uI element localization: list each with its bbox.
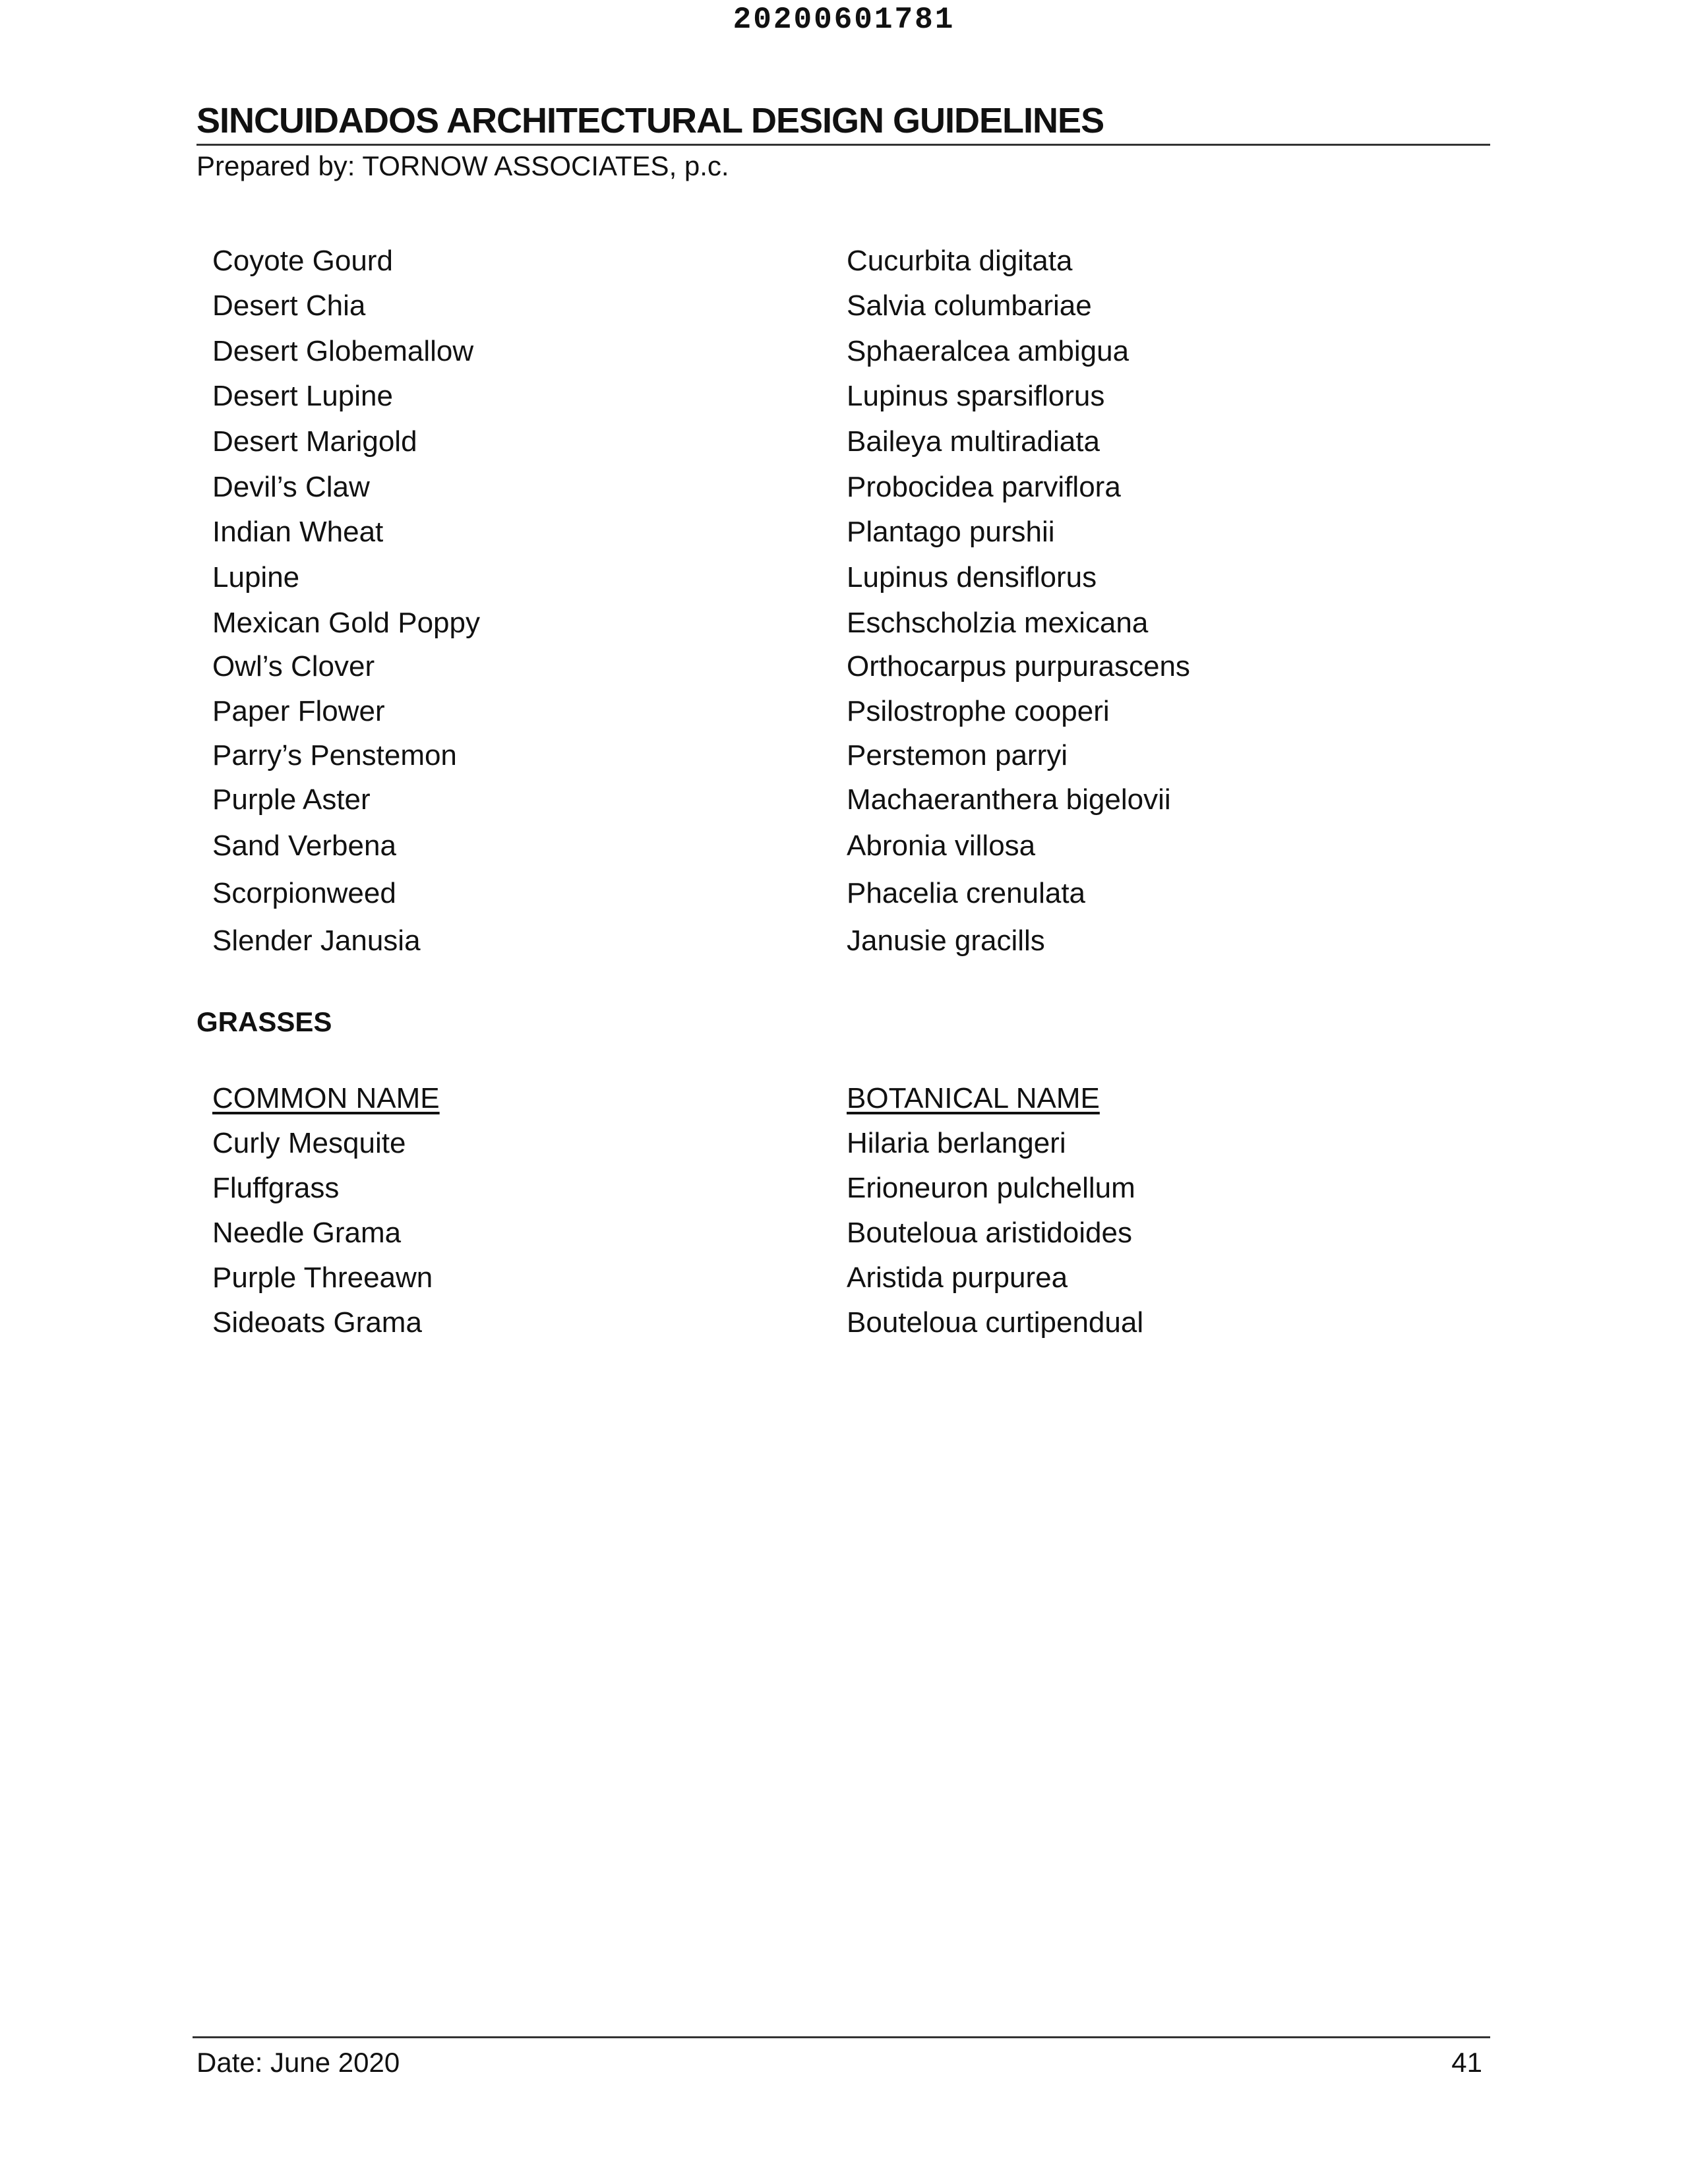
botanical-name: Plantago purshii	[847, 516, 1055, 548]
common-name: Devil’s Claw	[212, 471, 370, 503]
common-name: Slender Janusia	[212, 925, 421, 957]
common-name: Desert Marigold	[212, 425, 417, 458]
botanical-name: Eschscholzia mexicana	[847, 607, 1149, 639]
common-name: Curly Mesquite	[212, 1127, 406, 1159]
common-name: Parry’s Penstemon	[212, 739, 457, 772]
botanical-name: Baileya multiradiata	[847, 425, 1100, 458]
common-name: Desert Globemallow	[212, 335, 474, 367]
common-name: Indian Wheat	[212, 516, 384, 548]
botanical-name: Lupinus sparsiflorus	[847, 380, 1105, 412]
common-name: Mexican Gold Poppy	[212, 607, 480, 639]
botanical-name: Aristida purpurea	[847, 1261, 1068, 1294]
common-name: Fluffgrass	[212, 1172, 340, 1204]
botanical-name: Probocidea parviflora	[847, 471, 1121, 503]
document-number: 20200601781	[733, 3, 955, 37]
common-name: Owl’s Clover	[212, 650, 375, 682]
page-footer	[193, 2036, 1490, 2084]
botanical-name: Bouteloua curtipendual	[847, 1306, 1144, 1339]
grasses-heading: GRASSES	[196, 1006, 332, 1037]
common-name: Scorpionweed	[212, 877, 396, 909]
botanical-name: Hilaria berlangeri	[847, 1127, 1066, 1159]
botanical-name: Erioneuron pulchellum	[847, 1172, 1135, 1204]
common-name: Purple Aster	[212, 783, 371, 816]
botanical-name: Janusie gracills	[847, 925, 1045, 957]
botanical-name: Phacelia crenulata	[847, 877, 1086, 909]
page-title: SINCUIDADOS ARCHITECTURAL DESIGN GUIDELINES	[196, 99, 1490, 146]
botanical-name: Machaeranthera bigelovii	[847, 783, 1171, 816]
common-name: Desert Chia	[212, 289, 366, 322]
botanical-name: Abronia villosa	[847, 830, 1036, 862]
common-name: Paper Flower	[212, 695, 385, 727]
botanical-name: Bouteloua aristidoides	[847, 1217, 1132, 1249]
common-name-header: COMMON NAME	[212, 1082, 440, 1114]
prepared-by-line: Prepared by: TORNOW ASSOCIATES, p.c.	[196, 150, 729, 181]
botanical-name: Salvia columbariae	[847, 289, 1092, 322]
page-header	[196, 99, 1490, 185]
common-name: Coyote Gourd	[212, 245, 393, 277]
common-name: Sand Verbena	[212, 830, 396, 862]
botanical-name: Orthocarpus purpurascens	[847, 650, 1190, 682]
botanical-name: Perstemon parryi	[847, 739, 1068, 772]
common-name: Sideoats Grama	[212, 1306, 422, 1339]
botanical-name-header: BOTANICAL NAME	[847, 1082, 1100, 1114]
botanical-name: Psilostrophe cooperi	[847, 695, 1110, 727]
common-name: Purple Threeawn	[212, 1261, 433, 1294]
common-name: Desert Lupine	[212, 380, 393, 412]
footer-date: Date: June 2020	[196, 2047, 400, 2078]
page-number: 41	[1451, 2047, 1482, 2078]
botanical-name: Lupinus densiflorus	[847, 561, 1097, 593]
botanical-name: Sphaeralcea ambigua	[847, 335, 1130, 367]
common-name: Needle Grama	[212, 1217, 402, 1249]
botanical-name: Cucurbita digitata	[847, 245, 1073, 277]
common-name: Lupine	[212, 561, 300, 593]
